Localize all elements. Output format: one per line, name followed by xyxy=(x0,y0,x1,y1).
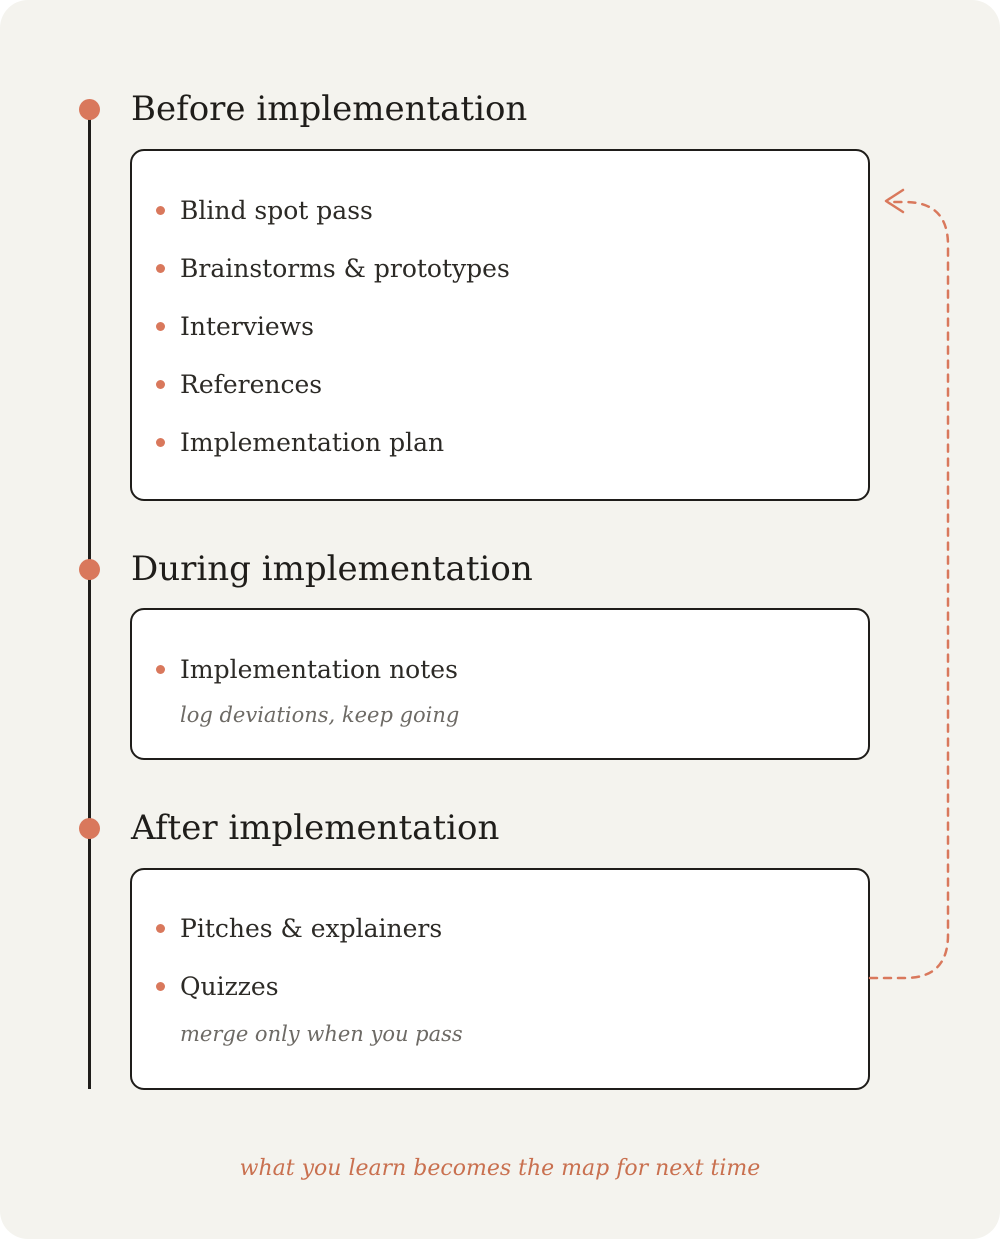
loop-arrow-path xyxy=(870,202,948,978)
footer-caption: what you learn becomes the map for next time xyxy=(239,1156,761,1181)
list-item-label: Blind spot pass xyxy=(180,195,373,225)
stage-heading-during: During implementation xyxy=(131,549,533,589)
stage-note: log deviations, keep going xyxy=(180,703,460,727)
list-item-label: Brainstorms & prototypes xyxy=(180,253,510,283)
stage-note: merge only when you pass xyxy=(180,1022,463,1046)
stage-heading-before: Before implementation xyxy=(131,89,528,129)
list-item-label: Interviews xyxy=(180,311,314,341)
stage-heading-after: After implementation xyxy=(131,808,500,848)
list-item-label: Implementation plan xyxy=(180,427,445,457)
list-item-label: Quizzes xyxy=(180,971,279,1001)
list-item-label: References xyxy=(180,369,323,399)
list-item-label: Implementation notes xyxy=(180,654,458,684)
list-item-label: Pitches & explainers xyxy=(180,913,443,943)
